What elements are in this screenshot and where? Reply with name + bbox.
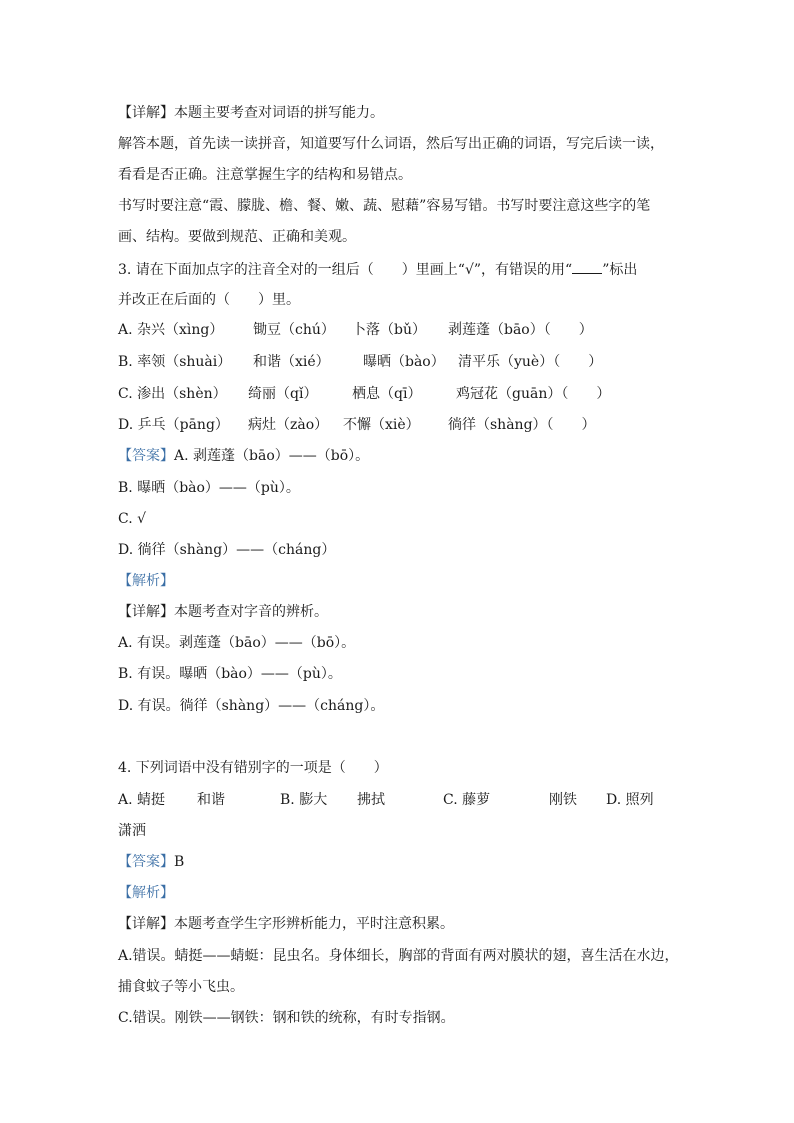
paragraph-line: 解答本题，首先读一读拼音，知道要写什么词语，然后写出正确的词语，写完后读一读，: [118, 136, 664, 152]
detail-line: 捕食蚊子等小飞虫。: [118, 979, 244, 995]
answer-tag: 【答案】: [118, 448, 174, 464]
analysis-tag: 【解析】: [118, 573, 174, 589]
question-3-stem-cont: 并改正在后面的（ ）里。: [118, 292, 300, 308]
option-item: 病灶（zào）: [248, 417, 329, 433]
option-item: 卜落（bǔ）: [352, 322, 426, 338]
option-item: D. 照列: [606, 792, 654, 808]
answer-line: D. 徜徉（shàng）——（cháng）: [118, 542, 336, 558]
option-item: 不懈（xiè）: [343, 417, 420, 433]
paragraph-line: 看看是否正确。注意掌握生字的结构和易错点。: [118, 167, 412, 183]
option-item: 清平乐（yuè）（ ）: [458, 354, 603, 370]
option-item: 栖息（qī）: [352, 386, 422, 402]
option-item: A. 蜻挺: [118, 792, 166, 808]
option-item: 拂拭: [357, 792, 385, 808]
option-row-c: [118, 384, 678, 404]
underline-blank: [572, 261, 602, 274]
option-item: 曝晒（bào）: [363, 354, 445, 370]
option-item: 刚铁: [549, 792, 577, 808]
detail-tag: 【详解】: [118, 916, 174, 932]
answer-line: C. √: [118, 511, 147, 527]
detail-line: A.错误。蜻挺——蜻蜓：昆虫名。身体细长，胸部的背面有两对膜状的翅，喜生活在水边，: [118, 948, 679, 964]
option-item: B. 率领（shuài）: [118, 354, 232, 370]
detail-line: A. 有误。剥莲蓬（bāo）——（bō）。: [118, 635, 356, 651]
option-row-a: [118, 320, 678, 340]
detail-line: C.错误。刚铁——钢铁：钢和铁的统称，有时专指钢。: [118, 1010, 455, 1026]
option-item: C. 藤萝: [443, 792, 491, 808]
option-item: 和谐: [197, 792, 225, 808]
option-item: A. 杂兴（xìng）: [118, 322, 224, 338]
option-item: C. 渗出（shèn）: [118, 386, 227, 402]
analysis-tag: 【解析】: [118, 885, 174, 901]
detail-line: B. 有误。曝晒（bào）——（pù）。: [118, 666, 342, 682]
option-row-b: [118, 352, 678, 372]
detail-line: 【详解】本题考查学生字形辨析能力，平时注意积累。: [118, 916, 454, 932]
option-item: D. 乒乓（pāng）: [118, 417, 229, 433]
paragraph-line: 书写时要注意“霞、朦胧、檐、餐、嫩、蔬、慰藉”容易写错。书写时要注意这些字的笔: [118, 198, 651, 214]
option-item: 和谐（xié）: [253, 354, 330, 370]
option-continuation: 潇洒: [118, 823, 146, 839]
answer-line: B. 曝晒（bào）——（pù）。: [118, 480, 300, 496]
question-3-stem: 3. 请在下面加点字的注音全对的一组后（ ）里画上“√”，有错误的用“ ”标出: [118, 262, 638, 278]
answer-line: 【答案】A. 剥莲蓬（bāo）——（bō）。: [118, 448, 370, 464]
option-item: 徜徉（shàng）（ ）: [448, 417, 596, 433]
detail-line-1: [118, 103, 384, 123]
question-4-stem: 4. 下列词语中没有错别字的一项是（ ）: [118, 760, 388, 776]
detail-line: 【详解】本题考查对字音的辨析。: [118, 604, 328, 620]
detail-text: 本题主要考查对词语的拼写能力。: [174, 105, 384, 121]
detail-line: D. 有误。徜徉（shàng）——（cháng）。: [118, 698, 385, 714]
option-item: 剥莲蓬（bāo）（ ）: [448, 322, 593, 338]
detail-tag: 【详解】: [118, 105, 174, 121]
answer-tag: 【答案】: [118, 854, 174, 870]
option-item: 鸡冠花（guān）（ ）: [456, 386, 611, 402]
option-item: 绮丽（qǐ）: [248, 386, 318, 402]
answer-line: [118, 852, 184, 872]
option-item: B. 膨大: [280, 792, 328, 808]
detail-tag: 【详解】: [118, 604, 174, 620]
option-item: 锄豆（chú）: [253, 322, 335, 338]
answer-value: B: [174, 854, 185, 870]
option-row-d: [118, 415, 678, 435]
question-4-options: [118, 790, 678, 810]
paragraph-line: 画、结构。要做到规范、正确和美观。: [118, 229, 356, 245]
